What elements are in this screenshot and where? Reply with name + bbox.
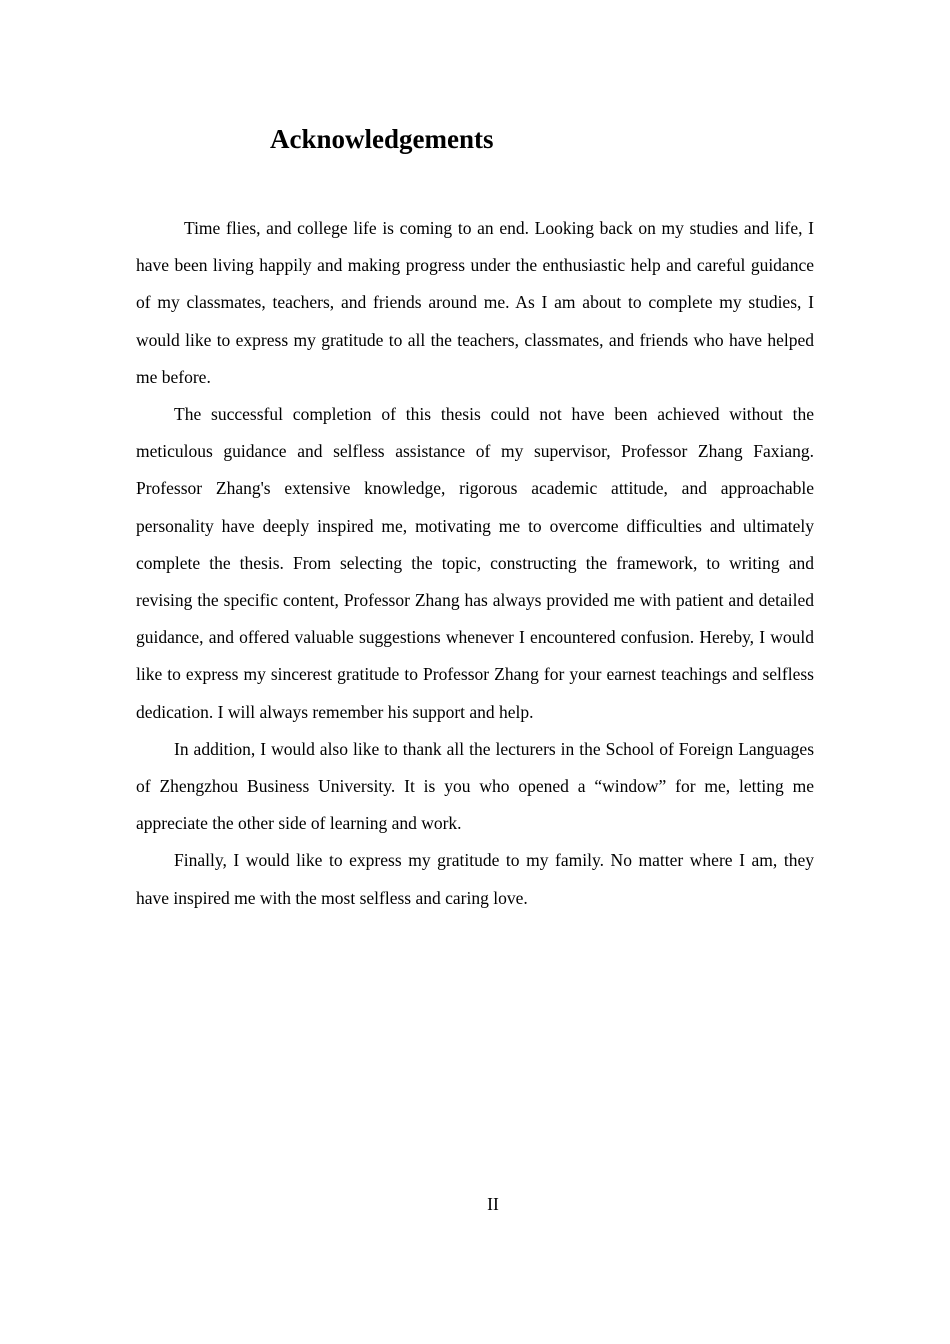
paragraph-1: Time flies, and college life is coming to an end. Looking back on my studies and life, I have been living happily and making progress under the enthusiastic help and careful guidance of my classmates, teachers, and friends around me. As I am about to complete my studies, I would like to express my gratitude to all the teachers, classmates, and friends who have helped me before.	[136, 218, 814, 387]
page-title: Acknowledgements	[270, 124, 494, 154]
acknowledgements-body	[136, 210, 814, 917]
page-number: II	[487, 1194, 499, 1214]
paragraph-3: In addition, I would also like to thank all the lecturers in the School of Foreign Languages of Zhengzhou Business University. It is you who opened a “window” for me, letting me appreciate the other side of learning and work.	[136, 738, 814, 834]
paragraph-4: Finally, I would like to express my gratitude to my family. No matter where I am, they have inspired me with the most selfless and caring love.	[136, 850, 814, 908]
paragraph-2: The successful completion of this thesis could not have been achieved without the meticulous guidance and selfless assistance of my supervisor, Professor Zhang Faxiang. Professor Zhang's extensive knowledge, rigorous academic attitude, and approachable personality have deeply inspired me, motivating me to overcome difficulties and ultimately complete the thesis. From selecting the topic, constructing the framework, to writing and revising the specific content, Professor Zhang has always provided me with patient and detailed guidance, and offered valuable suggestions whenever I encountered confusion. Hereby, I would like to express my sincerest gratitude to Professor Zhang for your earnest teachings and selfless dedication. I will always remember his support and help.	[136, 404, 814, 722]
